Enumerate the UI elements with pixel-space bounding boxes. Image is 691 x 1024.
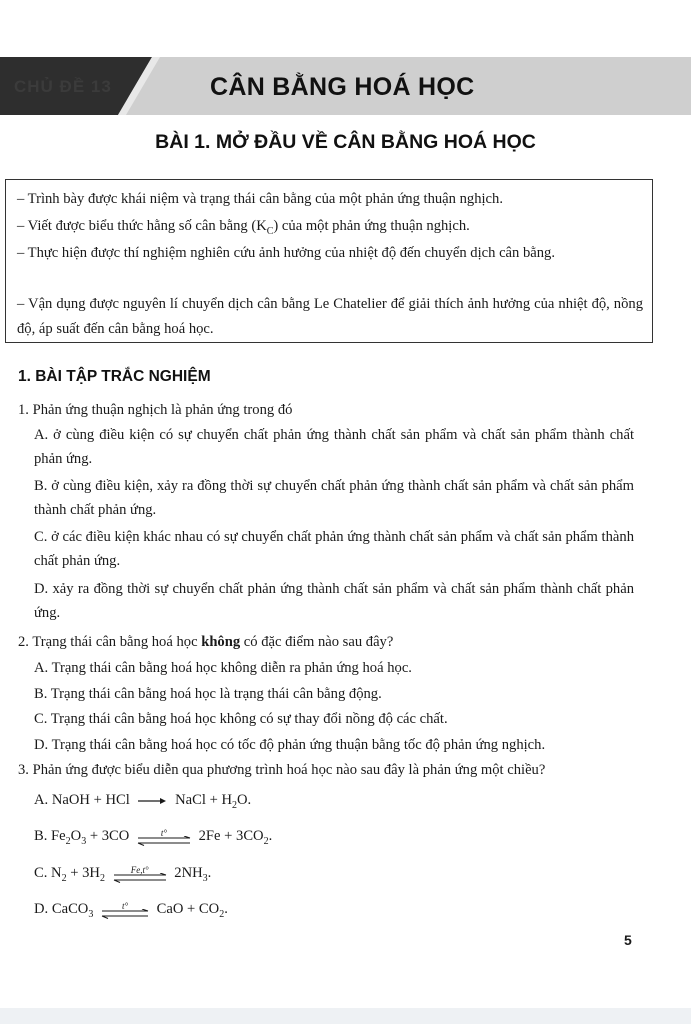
lesson-title: BÀI 1. MỞ ĐẦU VỀ CÂN BẰNG HOÁ HỌC — [155, 131, 536, 153]
question-2-option-b: B. Trạng thái cân bằng hoá học là trạng thái cân bằng động. — [34, 686, 382, 702]
page-bottom-edge — [0, 1008, 691, 1024]
objective-3: – Thực hiện được thí nghiệm nghiên cứu ảnh hưởng của nhiệt độ đến chuyển dịch cân bằng. — [17, 245, 555, 261]
question-2-option-a: A. Trạng thái cân bằng hoá học không diễn ra phản ứng hoá học. — [34, 660, 412, 676]
chapter-title: CÂN BẰNG HOÁ HỌC — [210, 73, 475, 101]
question-1-stem: 1. Phản ứng thuận nghịch là phản ứng trong đó — [18, 402, 293, 418]
question-1-option-b: B. ở cùng điều kiện, xảy ra đồng thời sự chuyển chất phản ứng thành chất sản phẩm và chất sản phẩm thành chất phản ứng. — [34, 478, 634, 518]
question-2-stem: 2. Trạng thái cân bằng hoá học không có đặc điểm nào sau đây? — [18, 634, 394, 650]
objective-4: – Vận dụng được nguyên lí chuyển dịch cân bằng Le Chatelier để giải thích ảnh hưởng của nhiệt độ, nồng độ, áp suất đến cân bằng hoá học. — [17, 296, 643, 337]
question-3-option-b: B. $Fe_2O_3 + 3CO$ t° $2Fe + 3CO_2$. — [34, 827, 273, 847]
page-number: 5 — [624, 932, 632, 948]
equilibrium-arrow-b: t° — [136, 826, 192, 848]
equilibrium-arrow-icon — [112, 873, 168, 883]
question-3-option-d: D. CaCO$_3$ t° CaO + $CO_2$. — [34, 900, 228, 920]
equilibrium-arrow-icon — [136, 836, 192, 846]
objective-1: – Trình bày được khái niệm và trạng thái cân bằng của một phản ứng thuận nghịch. — [17, 191, 503, 207]
question-3-option-a: A. NaOH + HCl NaCl + $H_2O$. — [34, 792, 252, 811]
section-label: CHỦ ĐỀ 13 — [14, 77, 112, 96]
question-1-option-d: D. xảy ra đồng thời sự chuyển chất phản ứng thành chất sản phẩm và chất sản phẩm thành chất phản ứng. — [34, 581, 634, 621]
equilibrium-arrow-icon — [100, 909, 150, 919]
question-3-option-c: C. $N_2 + 3H_2$ Fe,t° $2NH_3$. — [34, 864, 212, 884]
single-arrow-icon — [137, 796, 167, 806]
question-1-option-a: A. ở cùng điều kiện có sự chuyển chất phản ứng thành chất sản phẩm và chất sản phẩm thành chất phản ứng. — [34, 427, 634, 467]
objective-2: – Viết được biểu thức hằng số cân bằng $(K_C)$ của một phản ứng thuận nghịch. — [17, 218, 470, 237]
question-1-option-c: C. ở các điều kiện khác nhau có sự chuyển chất phản ứng thành chất sản phẩm và chất sản phẩm thành chất phản ứng. — [34, 529, 634, 569]
section-title: 1. BÀI TẬP TRẮC NGHIỆM — [18, 368, 211, 385]
equilibrium-arrow-d: t° — [100, 899, 150, 921]
question-2-option-c: C. Trạng thái cân bằng hoá học không có sự thay đổi nồng độ các chất. — [34, 711, 448, 727]
equilibrium-arrow-c: Fe,t° — [112, 863, 168, 885]
question-3-stem: 3. Phản ứng được biểu diễn qua phương trình hoá học nào sau đây là phản ứng một chiều? — [18, 762, 546, 778]
question-2-option-d: D. Trạng thái cân bằng hoá học có tốc độ phản ứng thuận bằng tốc độ phản ứng nghịch. — [34, 737, 546, 753]
